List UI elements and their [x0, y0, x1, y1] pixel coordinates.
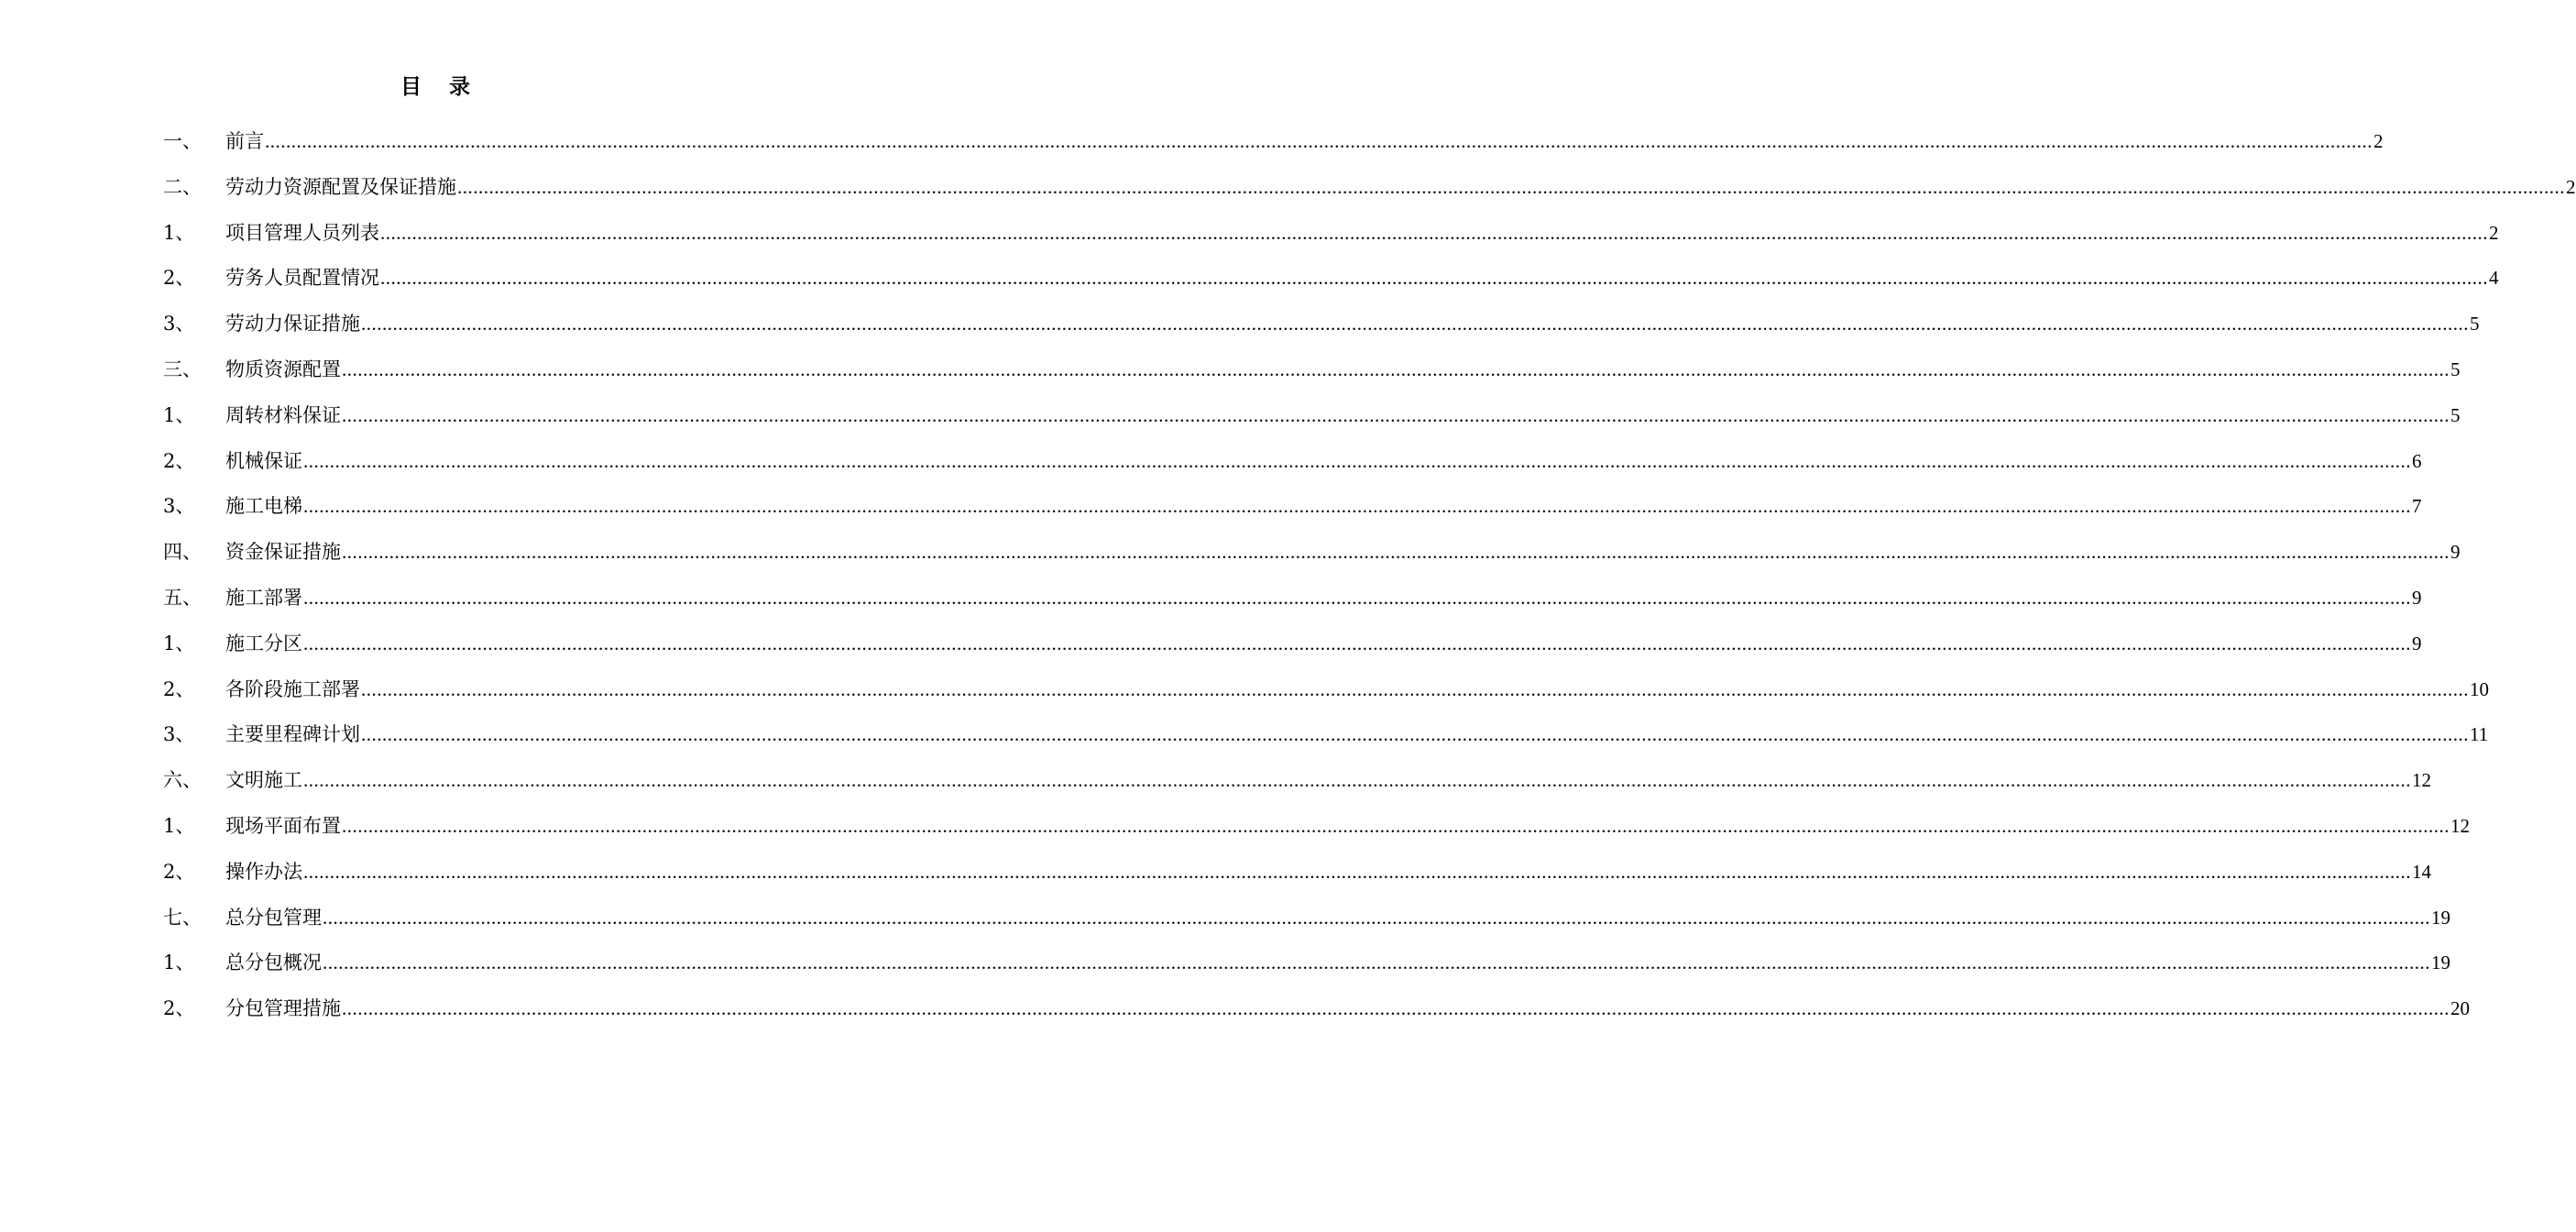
toc-entry-page-number: 9 — [2412, 586, 2422, 609]
toc-entry-label: 施工部署 — [225, 586, 302, 609]
toc-entry-number: 一、 — [163, 130, 202, 152]
toc-entry-label: 机械保证 — [225, 449, 302, 472]
toc-entry[interactable] — [163, 307, 2480, 353]
title-part-1: 目 — [400, 74, 422, 99]
toc-entry-page-number: 5 — [2450, 403, 2461, 426]
toc-entry-number: 二、 — [163, 175, 202, 198]
toc-entry[interactable] — [163, 170, 2576, 216]
toc-dot-leader: ................................................................................................................................................................................................................................................................................................................................................................................................................ — [342, 997, 2450, 1020]
toc-entry-label: 总分包概况 — [225, 952, 322, 974]
toc-entry-label: 资金保证措施 — [225, 541, 341, 564]
toc-entry-page-number: 2 — [2566, 175, 2576, 198]
toc-entry[interactable] — [163, 399, 2461, 445]
toc-entry[interactable] — [163, 216, 2499, 262]
toc-entry-number: 五、 — [163, 586, 202, 609]
toc-entry[interactable] — [163, 490, 2422, 535]
toc-dot-leader: ................................................................................................................................................................................................................................................................................................................................................................................................................ — [303, 769, 2411, 792]
toc-entry-number: 1、 — [163, 403, 195, 426]
toc-entry-number: 1、 — [163, 221, 195, 244]
toc-entry[interactable] — [163, 535, 2461, 581]
toc-dot-leader: ................................................................................................................................................................................................................................................................................................................................................................................................................ — [342, 541, 2450, 564]
toc-entry-page-number: 5 — [2470, 313, 2480, 336]
toc-entry[interactable] — [163, 581, 2422, 627]
toc-dot-leader: ................................................................................................................................................................................................................................................................................................................................................................................................................ — [361, 723, 2469, 746]
toc-entry[interactable] — [163, 627, 2422, 673]
toc-entry[interactable] — [163, 718, 2489, 764]
toc-dot-leader: ................................................................................................................................................................................................................................................................................................................................................................................................................ — [303, 449, 2411, 472]
toc-entry-number: 七、 — [163, 906, 202, 929]
page-title — [0, 70, 871, 100]
toc-entry-page-number: 6 — [2412, 449, 2422, 472]
toc-entry-number: 2、 — [163, 677, 195, 700]
toc-entry-label: 施工电梯 — [225, 495, 302, 518]
toc-entry-page-number: 19 — [2431, 952, 2450, 974]
toc-entry-page-number: 12 — [2412, 769, 2431, 792]
toc-dot-leader: ................................................................................................................................................................................................................................................................................................................................................................................................................ — [323, 952, 2430, 974]
toc-dot-leader: ................................................................................................................................................................................................................................................................................................................................................................................................................ — [303, 495, 2411, 518]
toc-entry[interactable] — [163, 855, 2431, 901]
toc-entry-label: 施工分区 — [225, 632, 302, 654]
toc-entry-label: 周转材料保证 — [225, 403, 341, 426]
toc-entry-number: 3、 — [163, 495, 195, 518]
toc-entry-page-number: 20 — [2450, 997, 2470, 1020]
toc-entry[interactable] — [163, 809, 2470, 855]
toc-dot-leader: ................................................................................................................................................................................................................................................................................................................................................................................................................ — [380, 221, 2488, 244]
toc-dot-leader: ................................................................................................................................................................................................................................................................................................................................................................................................................ — [361, 313, 2469, 336]
toc-entry-label: 劳动力资源配置及保证措施 — [225, 175, 456, 198]
toc-dot-leader: ................................................................................................................................................................................................................................................................................................................................................................................................................ — [457, 175, 2565, 198]
toc-entry-number: 2、 — [163, 997, 195, 1020]
toc-dot-leader: ................................................................................................................................................................................................................................................................................................................................................................................................................ — [380, 267, 2488, 290]
toc-entry-label: 总分包管理 — [225, 906, 322, 929]
toc-dot-leader: ................................................................................................................................................................................................................................................................................................................................................................................................................ — [342, 358, 2450, 380]
toc-dot-leader: ................................................................................................................................................................................................................................................................................................................................................................................................................ — [323, 906, 2430, 929]
toc-entry-number: 1、 — [163, 814, 195, 837]
toc-entry-page-number: 10 — [2470, 677, 2489, 700]
toc-entry-number: 2、 — [163, 449, 195, 472]
toc-entry[interactable] — [163, 946, 2450, 992]
toc-entry-page-number: 11 — [2470, 723, 2489, 746]
toc-entry-page-number: 12 — [2450, 814, 2470, 837]
table-of-contents — [163, 125, 2576, 1038]
toc-entry-label: 各阶段施工部署 — [225, 677, 360, 700]
toc-entry-page-number: 5 — [2450, 358, 2461, 380]
toc-dot-leader: ................................................................................................................................................................................................................................................................................................................................................................................................................ — [265, 130, 2373, 152]
toc-entry-page-number: 2 — [2373, 130, 2384, 152]
toc-entry[interactable] — [163, 125, 2384, 170]
toc-entry-label: 劳动力保证措施 — [225, 313, 360, 336]
toc-entry-number: 2、 — [163, 860, 195, 883]
toc-entry-label: 项目管理人员列表 — [225, 221, 379, 244]
toc-entry-number: 1、 — [163, 632, 195, 654]
toc-entry-page-number: 19 — [2431, 906, 2450, 929]
title-part-2: 录 — [449, 74, 470, 99]
toc-entry-label: 劳务人员配置情况 — [225, 267, 379, 290]
toc-entry-page-number: 2 — [2489, 221, 2499, 244]
toc-entry[interactable] — [163, 353, 2461, 399]
toc-entry-page-number: 9 — [2450, 541, 2461, 564]
toc-dot-leader: ................................................................................................................................................................................................................................................................................................................................................................................................................ — [303, 586, 2411, 609]
toc-entry-number: 四、 — [163, 541, 202, 564]
toc-dot-leader: ................................................................................................................................................................................................................................................................................................................................................................................................................ — [361, 677, 2469, 700]
toc-entry[interactable] — [163, 673, 2489, 719]
toc-dot-leader: ................................................................................................................................................................................................................................................................................................................................................................................................................ — [342, 403, 2450, 426]
toc-entry-label: 现场平面布置 — [225, 814, 341, 837]
toc-entry-number: 1、 — [163, 952, 195, 974]
toc-entry-page-number: 4 — [2489, 267, 2499, 290]
toc-entry[interactable] — [163, 992, 2470, 1038]
toc-entry-number: 六、 — [163, 769, 202, 792]
toc-entry[interactable] — [163, 261, 2499, 307]
toc-entry-label: 物质资源配置 — [225, 358, 341, 380]
toc-entry[interactable] — [163, 445, 2422, 490]
toc-entry-number: 2、 — [163, 267, 195, 290]
toc-entry-number: 3、 — [163, 723, 195, 746]
toc-entry-label: 操作办法 — [225, 860, 302, 883]
toc-entry-label: 文明施工 — [225, 769, 302, 792]
toc-entry-label: 分包管理措施 — [225, 997, 341, 1020]
toc-entry[interactable] — [163, 764, 2431, 809]
toc-entry-label: 主要里程碑计划 — [225, 723, 360, 746]
toc-dot-leader: ................................................................................................................................................................................................................................................................................................................................................................................................................ — [342, 814, 2450, 837]
toc-entry-number: 三、 — [163, 358, 202, 380]
toc-entry-page-number: 9 — [2412, 632, 2422, 654]
toc-entry-label: 前言 — [225, 130, 264, 152]
toc-dot-leader: ................................................................................................................................................................................................................................................................................................................................................................................................................ — [303, 632, 2411, 654]
toc-dot-leader: ................................................................................................................................................................................................................................................................................................................................................................................................................ — [303, 860, 2411, 883]
toc-entry[interactable] — [163, 901, 2450, 947]
toc-entry-number: 3、 — [163, 313, 195, 336]
toc-entry-page-number: 14 — [2412, 860, 2431, 883]
toc-entry-page-number: 7 — [2412, 495, 2422, 518]
